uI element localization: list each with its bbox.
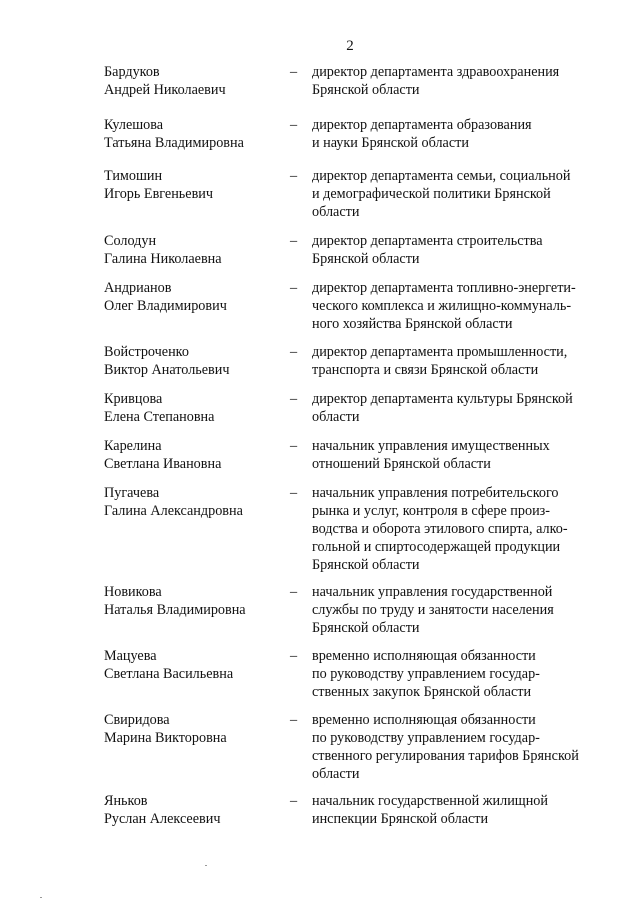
position-description	[312, 343, 612, 379]
description-line: директор департамента здравоохранения	[312, 64, 560, 80]
person-surname: Тимошин	[104, 168, 163, 184]
dash-separator: –	[290, 344, 298, 360]
person-name	[104, 583, 289, 619]
description-line: Брянской области	[312, 620, 420, 636]
person-name	[104, 484, 289, 520]
description-line: ственных закупок Брянской области	[312, 684, 532, 700]
person-name	[104, 711, 289, 747]
dash-separator: –	[290, 280, 298, 296]
person-surname: Свиридова	[104, 712, 170, 728]
person-given-names: Светлана Ивановна	[104, 456, 222, 472]
scan-speck	[205, 865, 207, 866]
person-name	[104, 647, 289, 683]
person-name	[104, 343, 289, 379]
dash-separator: –	[290, 117, 298, 133]
person-given-names: Татьяна Владимировна	[104, 135, 244, 151]
description-line: по руководству управлением государ-	[312, 666, 540, 682]
description-line: начальник управления государственной	[312, 584, 553, 600]
person-name	[104, 390, 289, 426]
description-line: Брянской области	[312, 82, 420, 98]
description-line: директор департамента строительства	[312, 233, 543, 249]
description-line: области	[312, 204, 360, 220]
position-description	[312, 279, 612, 333]
description-line: директор департамента образования	[312, 117, 532, 133]
person-given-names: Олег Владимирович	[104, 298, 227, 314]
person-surname: Солодун	[104, 233, 157, 249]
person-surname: Бардуков	[104, 64, 160, 80]
person-given-names: Галина Николаевна	[104, 251, 222, 267]
description-line: директор департамента культуры Брянской	[312, 391, 573, 407]
description-line: ческого комплекса и жилищно-коммуналь-	[312, 298, 572, 314]
position-description	[312, 583, 612, 637]
description-line: рынка и услуг, контроля в сфере произ-	[312, 503, 550, 519]
position-description	[312, 390, 612, 426]
dash-separator: –	[290, 793, 298, 809]
description-line: области	[312, 409, 360, 425]
dash-separator: –	[290, 648, 298, 664]
person-given-names: Руслан Алексеевич	[104, 811, 221, 827]
description-line: временно исполняющая обязанности	[312, 712, 536, 728]
description-line: гольной и спиртосодержащей продукции	[312, 539, 561, 555]
dash-separator: –	[290, 712, 298, 728]
person-name	[104, 116, 289, 152]
description-line: и демографической политики Брянской	[312, 186, 551, 202]
dash-separator: –	[290, 438, 298, 454]
person-surname: Пугачева	[104, 485, 160, 501]
person-given-names: Галина Александровна	[104, 503, 243, 519]
description-line: транспорта и связи Брянской области	[312, 362, 539, 378]
description-line: начальник государственной жилищной	[312, 793, 548, 809]
position-description	[312, 647, 612, 701]
position-description	[312, 63, 612, 99]
description-line: директор департамента промышленности,	[312, 344, 568, 360]
position-description	[312, 232, 612, 268]
person-surname: Карелина	[104, 438, 162, 454]
position-description	[312, 116, 612, 152]
person-given-names: Андрей Николаевич	[104, 82, 226, 98]
person-given-names: Наталья Владимировна	[104, 602, 246, 618]
dash-separator: –	[290, 584, 298, 600]
description-line: инспекции Брянской области	[312, 811, 489, 827]
person-surname: Андрианов	[104, 280, 172, 296]
dash-separator: –	[290, 233, 298, 249]
person-given-names: Виктор Анатольевич	[104, 362, 230, 378]
person-name	[104, 792, 289, 828]
dash-separator: –	[290, 64, 298, 80]
person-given-names: Светлана Васильевна	[104, 666, 234, 682]
description-line: ственного регулирования тарифов Брянской	[312, 748, 579, 764]
person-surname: Яньков	[104, 793, 148, 809]
person-name	[104, 279, 289, 315]
page-number: 2	[346, 38, 354, 54]
person-given-names: Елена Степановна	[104, 409, 215, 425]
description-line: службы по труду и занятости населения	[312, 602, 554, 618]
description-line: водства и оборота этилового спирта, алко-	[312, 521, 568, 537]
person-given-names: Марина Викторовна	[104, 730, 227, 746]
person-name	[104, 232, 289, 268]
position-description	[312, 167, 612, 221]
dash-separator: –	[290, 485, 298, 501]
description-line: по руководству управлением государ-	[312, 730, 540, 746]
description-line: Брянской области	[312, 251, 420, 267]
scan-speck	[40, 897, 42, 898]
dash-separator: –	[290, 391, 298, 407]
person-surname: Кулешова	[104, 117, 164, 133]
person-given-names: Игорь Евгеньевич	[104, 186, 213, 202]
description-line: отношений Брянской области	[312, 456, 491, 472]
description-line: и науки Брянской области	[312, 135, 469, 151]
description-line: начальник управления потребительского	[312, 485, 559, 501]
position-description	[312, 484, 612, 574]
description-line: Брянской области	[312, 557, 420, 573]
description-line: директор департамента топливно-энергети-	[312, 280, 576, 296]
person-surname: Войстроченко	[104, 344, 189, 360]
person-name	[104, 63, 289, 99]
person-surname: Новикова	[104, 584, 162, 600]
description-line: временно исполняющая обязанности	[312, 648, 536, 664]
description-line: директор департамента семьи, социальной	[312, 168, 571, 184]
description-line: начальник управления имущественных	[312, 438, 550, 454]
person-name	[104, 437, 289, 473]
position-description	[312, 437, 612, 473]
person-surname: Кривцова	[104, 391, 163, 407]
description-line: ного хозяйства Брянской области	[312, 316, 513, 332]
person-surname: Мацуева	[104, 648, 157, 664]
person-name	[104, 167, 289, 203]
dash-separator: –	[290, 168, 298, 184]
position-description	[312, 792, 612, 828]
description-line: области	[312, 766, 360, 782]
position-description	[312, 711, 612, 783]
